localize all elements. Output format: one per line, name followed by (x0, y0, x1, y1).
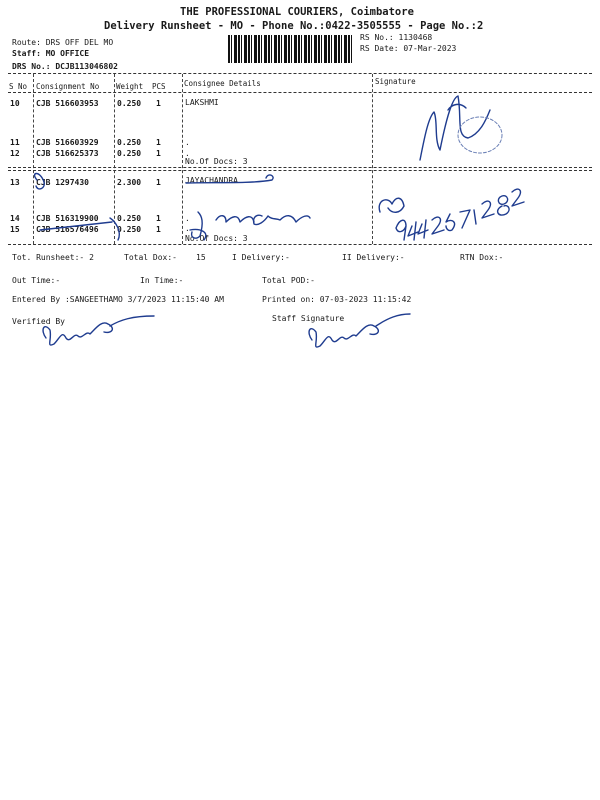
printed-on: Printed on: 07-03-2023 11:15:42 (262, 295, 412, 304)
i-delivery-label: I Delivery:- (232, 253, 290, 262)
col-header-consignment: Consignment No (36, 82, 100, 91)
row-sno: 10 (10, 99, 20, 108)
row-sno: 12 (10, 149, 20, 158)
drs-number: DRS No.: DCJB113046802 (12, 62, 118, 71)
company-name: THE PROFESSIONAL COURIERS, Coimbatore (180, 6, 414, 18)
total-pod-label: Total POD:- (262, 276, 315, 285)
rtn-dox-label: RTN Dox:- (460, 253, 504, 262)
staff-signature-label: Staff Signature (272, 314, 345, 323)
col-header-pcs: PCS (152, 82, 166, 91)
rs-number: RS No.: 1130468 (360, 33, 433, 42)
row-pcs: 1 (156, 178, 161, 187)
row-pcs: 1 (156, 138, 161, 147)
col-header-sno: S No (9, 82, 28, 91)
route-label: Route: DRS OFF DEL MO (12, 38, 114, 47)
verified-by-label: Verified By (12, 317, 65, 326)
row-sno: 15 (10, 225, 20, 234)
row-weight: 0.250 (117, 214, 142, 223)
docs-count-note: No.Of Docs: 3 (185, 234, 248, 243)
col-header-signature: Signature (375, 77, 416, 86)
row-weight: 0.250 (117, 99, 142, 108)
total-dox-value: 15 (196, 253, 206, 262)
row-consignment: CJB 516603953 (36, 99, 99, 108)
row-consignment: CJB 516625373 (36, 149, 99, 158)
row-consignment: CJB 516319900 (36, 214, 99, 223)
row-consignee: . (185, 224, 190, 233)
row-consignee: LAKSHMI (185, 98, 219, 107)
row-pcs: 1 (156, 225, 161, 234)
row-consignee: JAYACHANDRA (185, 176, 238, 185)
out-time-label: Out Time:- (12, 276, 61, 285)
runsheet-subtitle: Delivery Runsheet - MO - Phone No.:0422-3505555 - Page No.:2 (104, 20, 484, 32)
staff-label: Staff: MO OFFICE (12, 49, 90, 58)
recipient-signature (420, 96, 490, 160)
row-consignment: CJB 516603929 (36, 138, 99, 147)
row-weight: 0.250 (117, 138, 142, 147)
row-consignment: CJB 516576496 (36, 225, 99, 234)
ii-delivery-label: II Delivery:- (342, 253, 405, 262)
row-pcs: 1 (156, 149, 161, 158)
total-runsheet: Tot. Runsheet:- 2 (12, 253, 94, 262)
row-weight: 2.300 (117, 178, 142, 187)
docs-count-note: No.Of Docs: 3 (185, 157, 248, 166)
entered-by: Entered By :SANGEETHAMO 3/7/2023 11:15:40 AM (12, 295, 224, 304)
row-pcs: 1 (156, 99, 161, 108)
stamp-mark (458, 117, 502, 153)
row-consignee: . (185, 138, 190, 147)
in-time-label: In Time:- (140, 276, 184, 285)
col-header-consignee: Consignee Details (184, 79, 261, 88)
row-pcs: 1 (156, 214, 161, 223)
row-sno: 13 (10, 178, 20, 187)
row-weight: 0.250 (117, 225, 142, 234)
total-dox-label: Total Dox:- (124, 253, 177, 262)
row-weight: 0.250 (117, 149, 142, 158)
row-consignee: . (185, 149, 190, 158)
col-header-weight: Weight (116, 82, 144, 91)
row-sno: 11 (10, 138, 20, 147)
row-consignee: . (185, 214, 190, 223)
rs-date: RS Date: 07-Mar-2023 (360, 44, 457, 53)
row-consignment: CJB 1297430 (36, 178, 89, 187)
row-sno: 14 (10, 214, 20, 223)
